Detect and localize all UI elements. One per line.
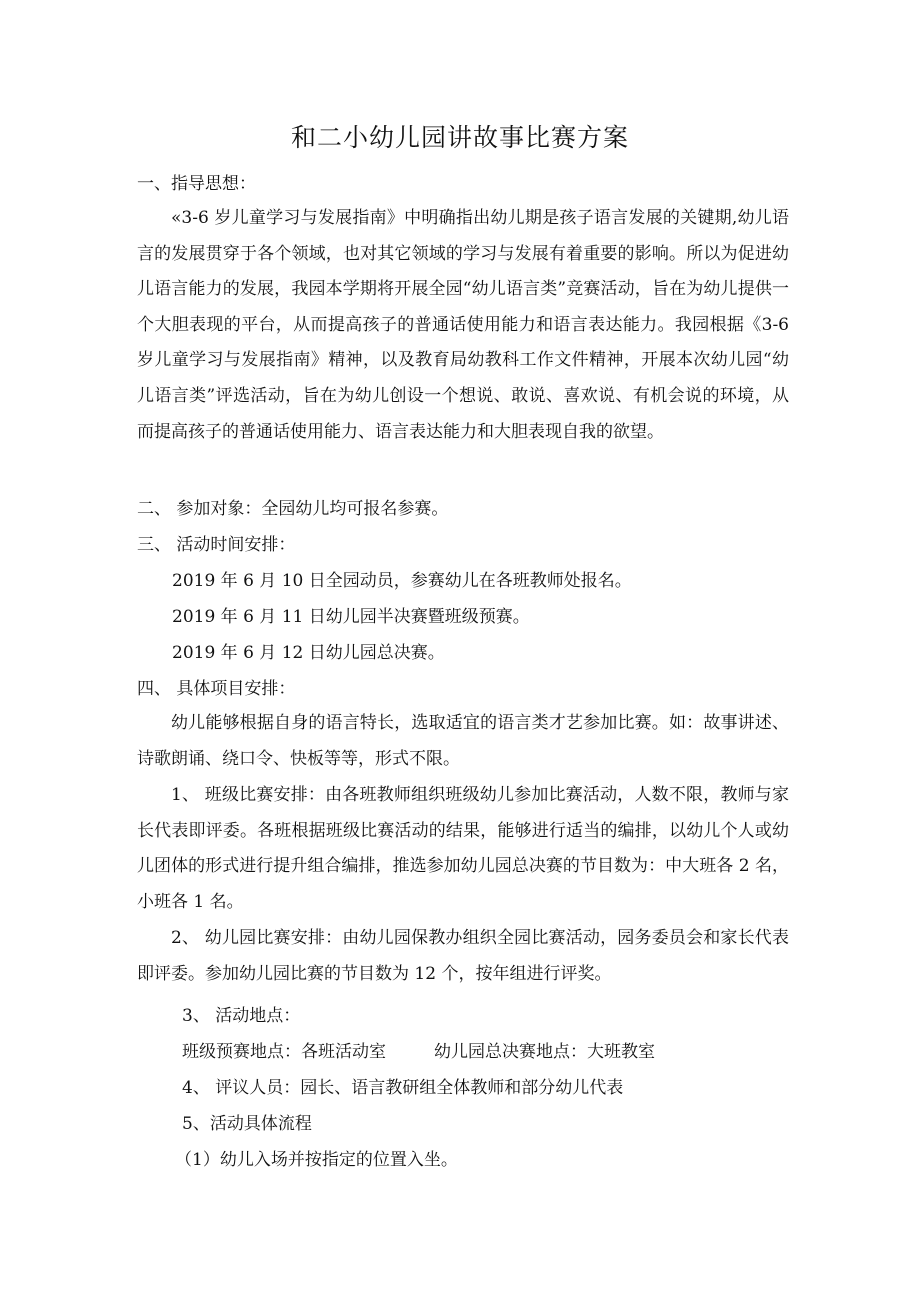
item-1-paragraph: 1、 班级比赛安排：由各班教师组织班级幼儿参加比赛活动，人数不限，教师与家长代表即评委。各班根据班级比赛活动的结果，能够进行适当的编排，以幼儿个人或幼儿团体的形式进行提升组合编排，推选参加幼儿园总决赛的节目数为：中大班各 2 名，小班各 1 名。 bbox=[137, 785, 789, 912]
item-5-heading: 5、活动具体流程 bbox=[182, 1114, 312, 1134]
schedule-item: 2019 年 6 月 11 日幼儿园半决赛暨班级预赛。 bbox=[172, 607, 530, 627]
step-1-line: （1）幼儿入场并按指定的位置入坐。 bbox=[175, 1150, 458, 1170]
venue-class: 班级预赛地点：各班活动室 bbox=[182, 1042, 386, 1062]
item-4-line: 4、 评议人员：园长、语言教研组全体教师和部分幼儿代表 bbox=[182, 1078, 624, 1098]
item-3-heading: 3、 活动地点： bbox=[182, 1006, 301, 1026]
section-1-heading: 一、指导思想： bbox=[137, 174, 256, 194]
schedule-item: 2019 年 6 月 10 日全园动员，参赛幼儿在各班教师处报名。 bbox=[172, 571, 632, 591]
venue-final: 幼儿园总决赛地点：大班教室 bbox=[434, 1042, 655, 1062]
section-1-paragraph: «3-6 岁儿童学习与发展指南》中明确指出幼儿期是孩子语言发展的关键期,幼儿语言的发展贯穿于各个领域，也对其它领域的学习与发展有着重要的影响。所以为促进幼儿语言能力的发展，我园本学期将开展全园“幼儿语言类”竞赛活动，旨在为幼儿提供一个大胆表现的平台，从而提高孩子的普通话使用能力和语言表达能力。我园根据《3-6 岁儿童学习与发展指南》精神，以及教育局幼教科工作文件精神，开展本次幼儿园“幼儿语言类”评选活动，旨在为幼儿创设一个想说、敢说、喜欢说、有机会说的环境，从而提高孩子的普通话使用能力、语言表达能力和大胆表现自我的欲望。 bbox=[137, 208, 789, 442]
section-2-line: 二、 参加对象：全园幼儿均可报名参赛。 bbox=[137, 499, 449, 519]
section-3-heading: 三、 活动时间安排： bbox=[137, 535, 296, 555]
venue-line bbox=[182, 1040, 655, 1064]
item-2-paragraph: 2、 幼儿园比赛安排：由幼儿园保教办组织全园比赛活动，园务委员会和家长代表即评委。参加幼儿园比赛的节目数为 12 个，按年组进行评奖。 bbox=[137, 928, 789, 984]
section-4-heading: 四、 具体项目安排： bbox=[137, 679, 296, 699]
schedule-item: 2019 年 6 月 12 日幼儿园总决赛。 bbox=[172, 643, 445, 663]
document-title: 和二小幼儿园讲故事比赛方案 bbox=[290, 123, 629, 152]
section-4-paragraph: 幼儿能够根据自身的语言特长，选取适宜的语言类才艺参加比赛。如：故事讲述、诗歌朗诵、绕口令、快板等等，形式不限。 bbox=[137, 713, 789, 769]
